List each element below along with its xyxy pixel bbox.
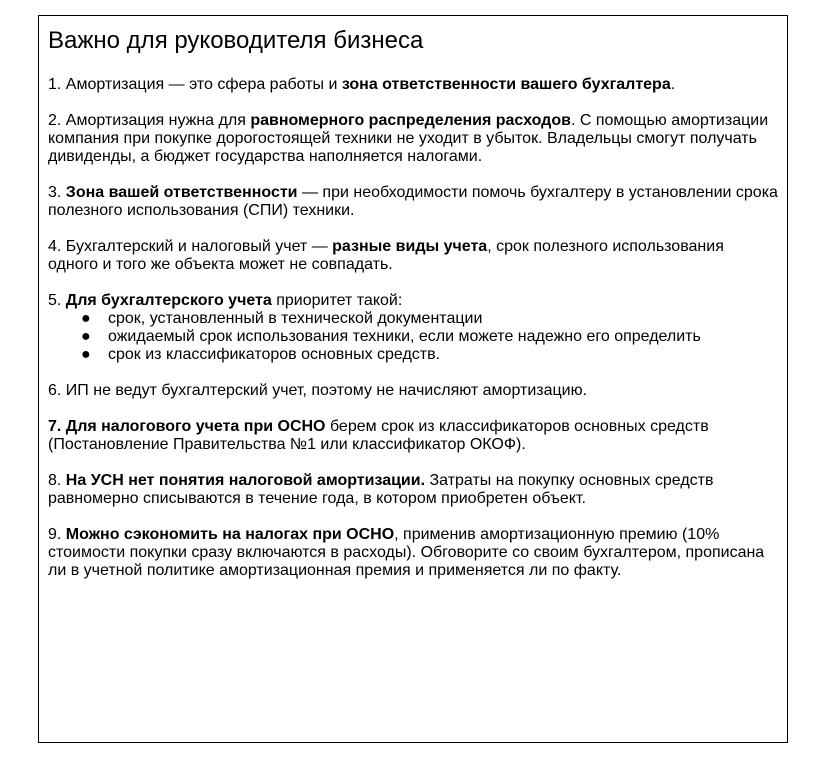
item-text: приоритет такой: <box>271 292 403 309</box>
item-text: берем срок из классификаторов основных средств (Постановление Правительства №1 или классификатор ОКОФ). <box>48 418 709 453</box>
item-number: 6. <box>48 382 66 399</box>
item-bold-text: равномерного распределения расходов <box>250 112 571 129</box>
item-text: ИП не ведут бухгалтерский учет, поэтому не начисляют амортизацию. <box>65 382 588 399</box>
item-text: . С помощью амортизации компания при покупке дорогостоящей техники не уходит в убыток. Владельцы смогут получать дивиденды, а бюджет государства наполняется налогами. <box>48 112 769 165</box>
priority-list <box>48 310 778 364</box>
item-text: Амортизация нужна для <box>65 112 251 129</box>
list-item-text: срок, установленный в технической документации <box>108 310 483 327</box>
bullet-icon: ● <box>81 328 91 345</box>
item-number: 5. <box>48 292 66 309</box>
bullet-icon: ● <box>81 346 91 363</box>
item-3 <box>48 184 778 220</box>
item-2 <box>48 112 778 166</box>
item-text: Затраты на покупку основных средств равномерно списываются в течение года, в котором приобретен объект. <box>48 472 714 507</box>
list-item-text: срок из классификаторов основных средств. <box>108 346 441 363</box>
item-8 <box>48 472 778 508</box>
item-bold-text: Для бухгалтерского учета <box>65 292 272 309</box>
item-4 <box>48 238 778 274</box>
list-item <box>48 310 778 328</box>
item-number: 4. <box>48 238 66 255</box>
box-title: Важно для руководителя бизнеса <box>48 27 424 54</box>
item-bold-text: На УСН нет понятия налоговой амортизации. <box>65 472 426 489</box>
item-bold-text: Зона вашей ответственности <box>65 184 298 201</box>
item-number: 8. <box>48 472 66 489</box>
bullet-icon: ● <box>81 310 91 327</box>
item-9 <box>48 526 778 580</box>
item-text: , применив амортизационную премию (10% стоимости покупки сразу включаются в расходы). Обговорите со своим бухгалтером, прописана ли в учетной политике амортизационная премия и применяется ли по факту. <box>48 526 765 579</box>
item-bold-text: зона ответственности вашего бухгалтера <box>341 76 671 93</box>
item-bold-text: Можно сэкономить на налогах при ОСНО <box>65 526 395 543</box>
item-bold-text: 7. Для налогового учета при ОСНО <box>48 418 326 435</box>
item-6 <box>48 382 778 400</box>
item-number: 9. <box>48 526 66 543</box>
item-text: Амортизация — это сфера работы и <box>65 76 342 93</box>
list-item-text: ожидаемый срок использования техники, если можете надежно его определить <box>108 328 701 345</box>
item-text: , срок полезного использования одного и того же объекта может не совпадать. <box>48 238 724 273</box>
item-number: 3. <box>48 184 66 201</box>
item-7 <box>48 418 778 454</box>
item-text: . <box>670 76 676 93</box>
item-number: 2. <box>48 112 66 129</box>
item-bold-text: разные виды учета <box>332 238 488 255</box>
item-number: 1. <box>48 76 66 93</box>
item-text: — при необходимости помочь бухгалтеру в установлении срока полезного использования (СПИ) техники. <box>48 184 778 219</box>
item-5 <box>48 292 778 364</box>
item-1 <box>48 76 778 94</box>
item-text: Бухгалтерский и налоговый учет — <box>65 238 333 255</box>
info-box <box>38 15 788 743</box>
list-item <box>48 328 778 346</box>
list-item <box>48 346 778 364</box>
